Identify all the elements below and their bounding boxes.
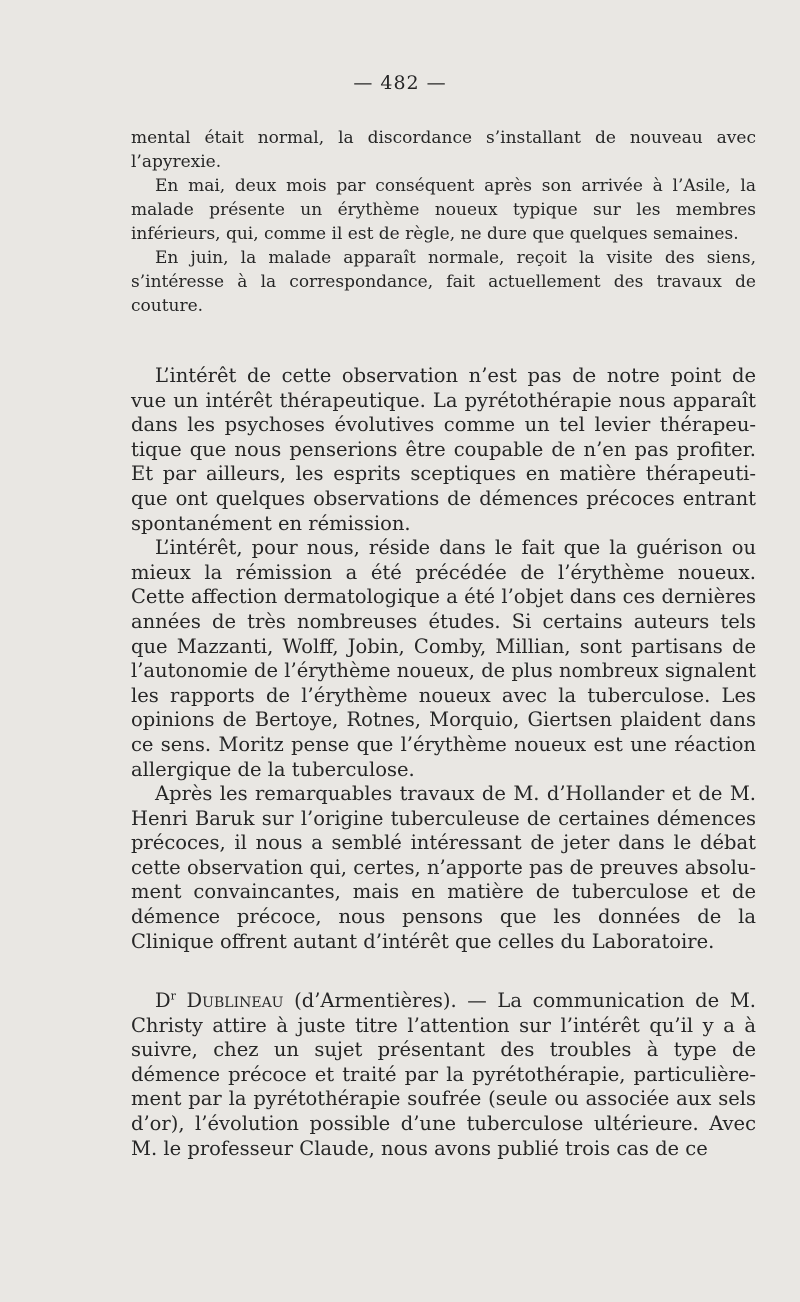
discussion-section: [131, 364, 756, 954]
paragraph: [131, 989, 756, 1161]
paragraph: L’intérêt, pour nous, réside dans le fait que la guérison ou mieux la rémission a été précédée de l’érythème noueux. Cette affection dermatologique a été l’objet dans ces dernières années de très nombreuses études. Si certains auteurs tels que Mazzanti, Wolff, Jobin, Comby, Millian, sont partisans de l’autonomie de l’érythème noueux, de plus nombreux signalent les rapports de l’érythème noueux avec la tuberculose. Les opinions de Bertoye, Rotnes, Morquio, Giertsen plaident dans ce sens. Moritz pense que l’érythème noueux est une réaction allergique de la tuberculose.: [131, 536, 756, 781]
title-superscript: r: [170, 989, 176, 1003]
title-prefix: D: [155, 989, 171, 1012]
case-report-section: [131, 126, 756, 318]
paragraph: mental était normal, la discordance s’installant de nouveau avec l’apyrexie.: [131, 128, 756, 172]
paragraph: En mai, deux mois par conséquent après son arrivée à l’Asile, la malade présente un érythème noueux typique sur les membres inférieurs, qui, comme il est de règle, ne dure que quelques semaines.: [131, 176, 756, 244]
paragraph-text: (d’Armentières). — La communication de M. Christy attire à juste titre l’attention sur l’intérêt qu’il y a à suivre, chez un sujet présentant des troubles à type de démence précoce et traité par la pyrétothérapie, particulièrement par la pyrétothérapie soufrée (seule ou associée aux sels d’or), l’évolution possible d’une tuberculose ultérieure. Avec M. le professeur Claude, nous avons publié trois cas de ce: [131, 989, 756, 1160]
paragraph: En juin, la malade apparaît normale, reçoit la visite des siens, s’intéresse à la correspondance, fait actuellement des travaux de couture.: [131, 248, 756, 316]
page-number: — 482 —: [353, 72, 447, 94]
author-name: Dublineau: [186, 989, 284, 1012]
paragraph: L’intérêt de cette observation n’est pas de notre point de vue un intérêt thérapeutique. La pyrétothérapie nous apparaît dans les psychoses évolutives comme un tel levier thérapeutique que nous penserions être coupable de n’en pas profiter. Et par ailleurs, les esprits sceptiques en matière thérapeutique ont quelques observations de démences précoces entrant spontanément en rémission.: [131, 364, 756, 535]
paragraph: Après les remarquables travaux de M. d’Hollander et de M. Henri Baruk sur l’origine tuberculeuse de certaines démences précoces, il nous a semblé intéressant de jeter dans le débat cette observation qui, certes, n’apporte pas de preuves absolument convaincantes, mais en matière de tuberculose et de démence précoce, nous pensons que les données de la Clinique offrent autant d’intérêt que celles du Laboratoire.: [131, 782, 756, 953]
response-section: [131, 989, 756, 1161]
